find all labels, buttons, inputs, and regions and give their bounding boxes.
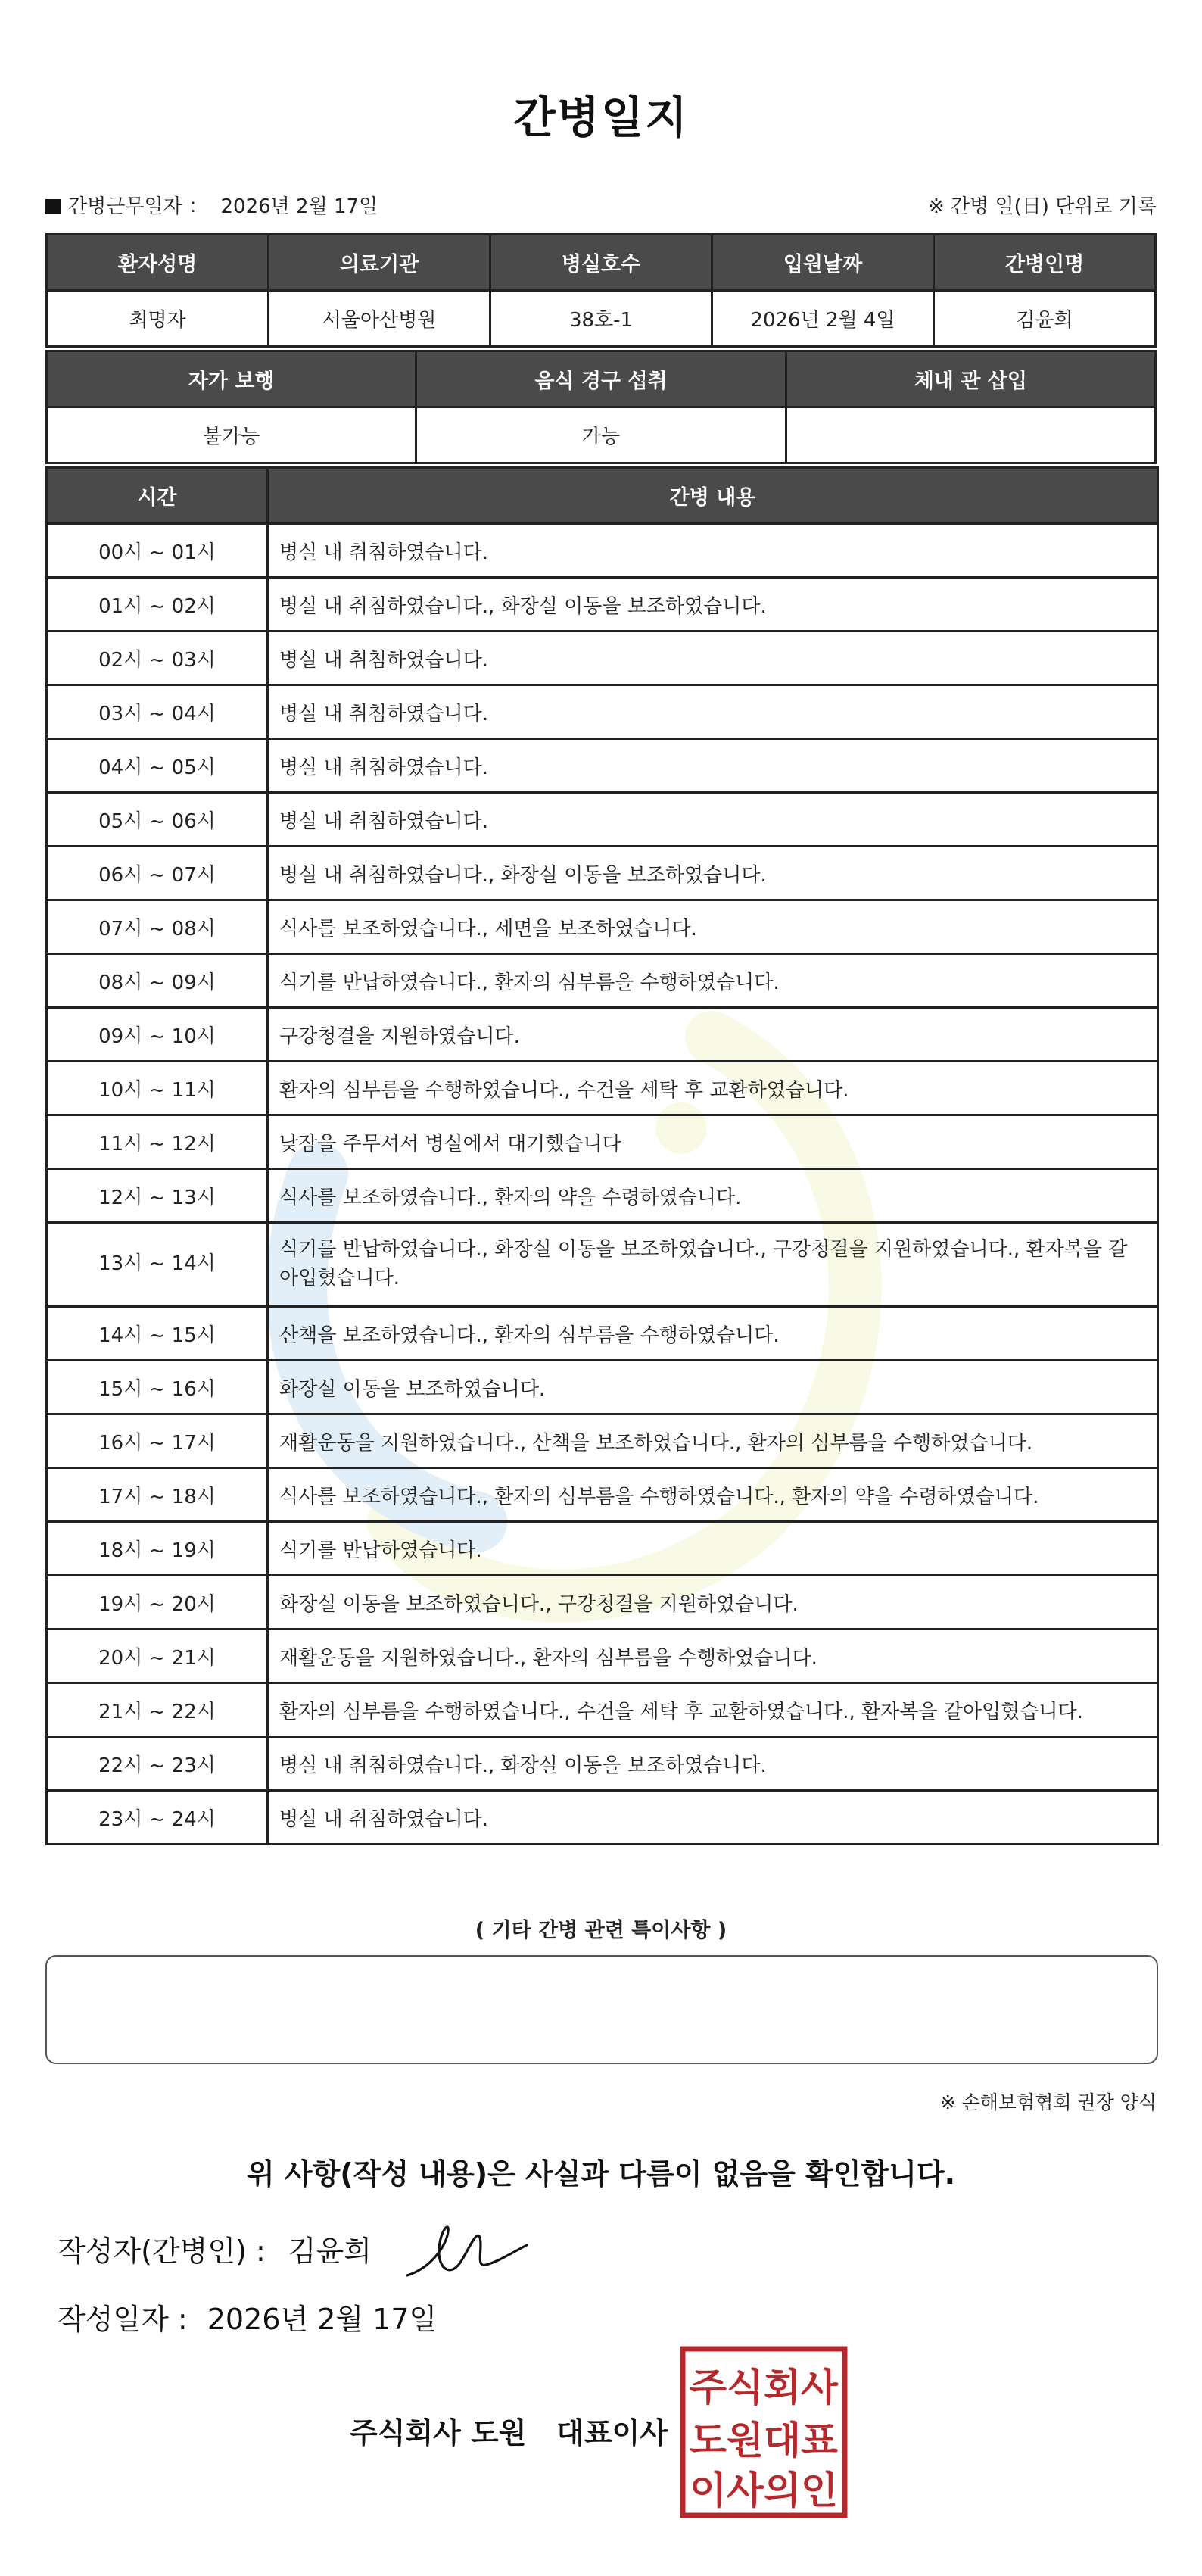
care-log-table [45, 466, 1159, 1845]
table-row [47, 1468, 1158, 1522]
row-time: 11시 ~ 12시 [47, 1115, 268, 1169]
table-row [47, 1791, 1158, 1845]
header-admission-date: 입원날짜 [712, 235, 934, 291]
table-row [47, 1223, 1158, 1307]
row-time: 13시 ~ 14시 [47, 1223, 268, 1307]
table-row [47, 1414, 1158, 1468]
tube-insertion-status [786, 407, 1155, 463]
special-notes-box [45, 1955, 1158, 2064]
work-date [45, 191, 378, 219]
row-time: 04시 ~ 05시 [47, 739, 268, 793]
written-date-row [58, 2296, 437, 2337]
row-time: 23시 ~ 24시 [47, 1791, 268, 1845]
row-care-content: 환자의 심부름을 수행하였습니다., 수건을 세탁 후 교환하였습니다. [268, 1062, 1158, 1115]
row-care-content: 병실 내 취침하였습니다. [268, 739, 1158, 793]
table-row [47, 1062, 1158, 1115]
caregiver-name: 김윤희 [934, 291, 1156, 347]
patient-status-table [45, 350, 1157, 464]
row-care-content: 병실 내 취침하였습니다. [268, 632, 1158, 685]
written-date-label: 작성일자 : [58, 2303, 188, 2336]
walking-status: 불가능 [47, 407, 416, 463]
table-row [47, 954, 1158, 1008]
table-row [47, 1522, 1158, 1576]
header-oral-intake: 음식 경구 섭취 [416, 351, 786, 407]
writer-label: 작성자(간병인) : [58, 2235, 266, 2268]
table-row [47, 1629, 1158, 1683]
admission-date: 2026년 2월 4일 [712, 291, 934, 347]
row-time: 10시 ~ 11시 [47, 1062, 268, 1115]
header-patient-name: 환자성명 [47, 235, 269, 291]
row-time: 21시 ~ 22시 [47, 1683, 268, 1737]
row-care-content: 환자의 심부름을 수행하였습니다., 수건을 세탁 후 교환하였습니다., 환자복을 갈아입혔습니다. [268, 1683, 1158, 1737]
table-row [47, 632, 1158, 685]
record-note: ※ 간병 일(日) 단위로 기록 [927, 195, 1157, 218]
work-date-label: 간병근무일자 ： [68, 195, 208, 218]
row-care-content: 식기를 반납하였습니다., 환자의 심부름을 수행하였습니다. [268, 954, 1158, 1008]
row-care-content: 식사를 보조하였습니다., 환자의 약을 수령하였습니다. [268, 1169, 1158, 1223]
row-care-content: 식사를 보조하였습니다., 세면을 보조하였습니다. [268, 900, 1158, 954]
writer-row [58, 2228, 372, 2269]
row-time: 15시 ~ 16시 [47, 1361, 268, 1414]
row-time: 14시 ~ 15시 [47, 1307, 268, 1361]
hospital: 서울아산병원 [269, 291, 490, 347]
table-row [47, 1683, 1158, 1737]
patient-name: 최명자 [47, 291, 269, 347]
row-time: 05시 ~ 06시 [47, 793, 268, 847]
header-room-number: 병실호수 [490, 235, 712, 291]
row-time: 09시 ~ 10시 [47, 1008, 268, 1062]
row-care-content: 병실 내 취침하였습니다., 화장실 이동을 보조하였습니다. [268, 578, 1158, 632]
company-name: 주식회사 도원 대표이사 [350, 2416, 668, 2450]
confirmation-statement: 위 사항(작성 내용)은 사실과 다름이 없음을 확인합니다. [246, 2157, 956, 2191]
row-time: 16시 ~ 17시 [47, 1414, 268, 1468]
row-care-content: 병실 내 취침하였습니다., 화장실 이동을 보조하였습니다. [268, 847, 1158, 900]
header-walking: 자가 보행 [47, 351, 416, 407]
table-row [47, 1307, 1158, 1361]
written-date-value: 2026년 2월 17일 [207, 2303, 438, 2336]
header-caregiver-name: 간병인명 [934, 235, 1156, 291]
writer-name: 김윤희 [288, 2235, 372, 2268]
oral-intake-status: 가능 [416, 407, 786, 463]
row-care-content: 병실 내 취침하였습니다., 화장실 이동을 보조하였습니다. [268, 1737, 1158, 1791]
handwritten-signature-icon [401, 2215, 530, 2291]
table-row [47, 1115, 1158, 1169]
patient-info-table [45, 233, 1157, 348]
row-care-content: 구강청결을 지원하였습니다. [268, 1008, 1158, 1062]
table-row [47, 900, 1158, 954]
row-time: 18시 ~ 19시 [47, 1522, 268, 1576]
row-care-content: 재활운동을 지원하였습니다., 환자의 심부름을 수행하였습니다. [268, 1629, 1158, 1683]
table-row [47, 685, 1158, 739]
row-care-content: 화장실 이동을 보조하였습니다., 구강청결을 지원하였습니다. [268, 1576, 1158, 1629]
row-time: 02시 ~ 03시 [47, 632, 268, 685]
row-care-content: 산책을 보조하였습니다., 환자의 심부름을 수행하였습니다. [268, 1307, 1158, 1361]
log-rows [47, 524, 1158, 1845]
row-time: 07시 ~ 08시 [47, 900, 268, 954]
svg-text:주식회사: 주식회사 [690, 2365, 839, 2409]
header-tube-insertion: 체내 관 삽입 [786, 351, 1155, 407]
table-row [47, 1576, 1158, 1629]
row-time: 22시 ~ 23시 [47, 1737, 268, 1791]
svg-text:이사의인: 이사의인 [690, 2468, 838, 2512]
row-care-content: 낮잠을 주무셔서 병실에서 대기했습니다 [268, 1115, 1158, 1169]
table-row [47, 1008, 1158, 1062]
table-row [47, 739, 1158, 793]
row-care-content: 병실 내 취침하였습니다. [268, 524, 1158, 578]
row-time: 00시 ~ 01시 [47, 524, 268, 578]
row-time: 19시 ~ 20시 [47, 1576, 268, 1629]
row-care-content: 병실 내 취침하였습니다. [268, 1791, 1158, 1845]
row-time: 03시 ~ 04시 [47, 685, 268, 739]
room-number: 38호-1 [490, 291, 712, 347]
table-row [47, 524, 1158, 578]
work-date-row [45, 191, 1157, 221]
header-care-content: 간병 내용 [268, 468, 1158, 524]
special-notes-label: ( 기타 간병 관련 특이사항 ) [475, 1919, 727, 1942]
table-row [47, 847, 1158, 900]
row-care-content: 식기를 반납하였습니다., 화장실 이동을 보조하였습니다., 구강청결을 지원하였습니다., 환자복을 갈아입혔습니다. [268, 1223, 1158, 1307]
checkbox-square-icon [45, 199, 61, 214]
row-time: 20시 ~ 21시 [47, 1629, 268, 1683]
row-care-content: 식기를 반납하였습니다. [268, 1522, 1158, 1576]
form-footnote: ※ 손해보험협회 권장 양식 [939, 2091, 1157, 2113]
table-row [47, 1361, 1158, 1414]
row-time: 17시 ~ 18시 [47, 1468, 268, 1522]
row-care-content: 병실 내 취침하였습니다. [268, 685, 1158, 739]
row-care-content: 식사를 보조하였습니다., 환자의 심부름을 수행하였습니다., 환자의 약을 수령하였습니다. [268, 1468, 1158, 1522]
table-row [47, 1737, 1158, 1791]
header-time: 시간 [47, 468, 268, 524]
row-care-content: 화장실 이동을 보조하였습니다. [268, 1361, 1158, 1414]
table-row [47, 1169, 1158, 1223]
work-date-value: 2026년 2월 17일 [220, 195, 378, 218]
company-seal-icon [680, 2346, 848, 2518]
svg-text:도원대표: 도원대표 [690, 2419, 839, 2462]
row-care-content: 재활운동을 지원하였습니다., 산책을 보조하였습니다., 환자의 심부름을 수행하였습니다. [268, 1414, 1158, 1468]
row-time: 01시 ~ 02시 [47, 578, 268, 632]
row-time: 08시 ~ 09시 [47, 954, 268, 1008]
page-title: 간병일지 [512, 92, 690, 143]
table-row [47, 578, 1158, 632]
header-hospital: 의료기관 [269, 235, 490, 291]
row-time: 12시 ~ 13시 [47, 1169, 268, 1223]
row-time: 06시 ~ 07시 [47, 847, 268, 900]
table-row [47, 793, 1158, 847]
row-care-content: 병실 내 취침하였습니다. [268, 793, 1158, 847]
